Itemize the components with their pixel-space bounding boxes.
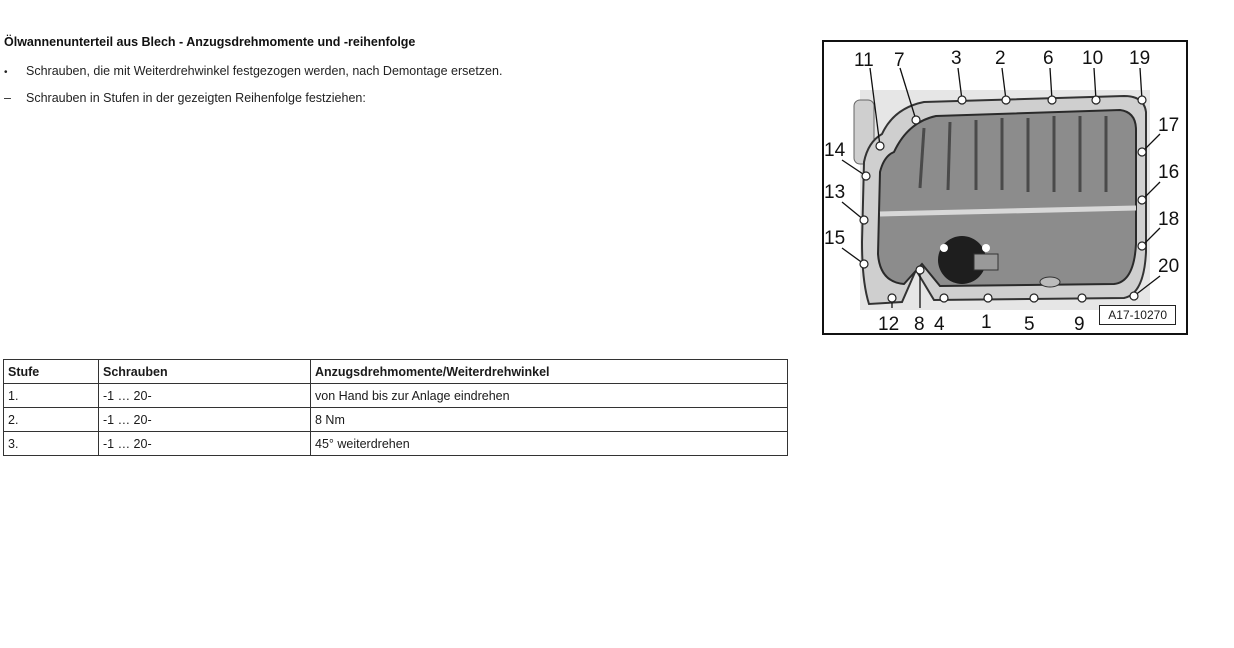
- bolt-number-19: 19: [1129, 48, 1151, 69]
- bolt-number-15: 15: [824, 228, 846, 249]
- bolt-number-16: 16: [1158, 162, 1180, 183]
- instruction-replace-bolts: [4, 64, 502, 78]
- column-header-schrauben: Schrauben: [99, 360, 311, 384]
- bolt-number-5: 5: [1024, 314, 1035, 333]
- table-row: [4, 432, 788, 456]
- sensor-connector-shape: [974, 254, 998, 270]
- cell-stufe: 2.: [4, 408, 99, 432]
- cell-stufe: 3.: [4, 432, 99, 456]
- cell-schrauben: -1 … 20-: [99, 432, 311, 456]
- instruction-tighten-sequence: [4, 91, 366, 105]
- bolt-number-7: 7: [894, 50, 905, 71]
- bolt-number-6: 6: [1043, 48, 1054, 69]
- column-header-torque: Anzugsdrehmomente/Weiterdrehwinkel: [311, 360, 788, 384]
- bolt-number-18: 18: [1158, 209, 1180, 230]
- cell-stufe: 1.: [4, 384, 99, 408]
- bolt-number-9: 9: [1074, 314, 1085, 333]
- bolt-number-11: 11: [854, 50, 874, 71]
- table-header-row: [4, 360, 788, 384]
- column-header-stufe: Stufe: [4, 360, 99, 384]
- instruction-text: Schrauben in Stufen in der gezeigten Reihenfolge festziehen:: [26, 91, 366, 105]
- bolt-number-10: 10: [1082, 48, 1104, 69]
- bolt-number-4: 4: [934, 314, 945, 333]
- tightening-steps-table: [3, 359, 788, 456]
- cell-torque: von Hand bis zur Anlage eindrehen: [311, 384, 788, 408]
- dash-marker: –: [4, 91, 11, 105]
- table-row: [4, 408, 788, 432]
- bolt-number-2: 2: [995, 48, 1006, 69]
- bolt-number-13: 13: [824, 182, 846, 203]
- page-title: Ölwannenunterteil aus Blech - Anzugsdrehmomente und -reihenfolge: [4, 35, 416, 49]
- cell-schrauben: -1 … 20-: [99, 408, 311, 432]
- cell-torque: 8 Nm: [311, 408, 788, 432]
- bolt-number-12: 12: [878, 314, 900, 333]
- table-row: [4, 384, 788, 408]
- bolt-number-14: 14: [824, 140, 846, 161]
- bolt-number-20: 20: [1158, 256, 1180, 277]
- oil-pan-diagram: [824, 42, 1186, 333]
- figure-id-label: A17-10270: [1099, 305, 1176, 325]
- bolt-number-1: 1: [981, 312, 992, 333]
- bolt-number-3: 3: [951, 48, 962, 69]
- instruction-text: Schrauben, die mit Weiterdrehwinkel festgezogen werden, nach Demontage ersetzen.: [26, 64, 503, 78]
- bolt-number-8: 8: [914, 314, 925, 333]
- pan-body-shape: [878, 110, 1136, 286]
- cell-schrauben: -1 … 20-: [99, 384, 311, 408]
- cell-torque: 45° weiterdrehen: [311, 432, 788, 456]
- oil-pan-figure: [822, 40, 1188, 335]
- drain-plug-shape: [1040, 277, 1060, 287]
- bullet-marker: •: [4, 67, 8, 78]
- bolt-number-17: 17: [1158, 115, 1180, 136]
